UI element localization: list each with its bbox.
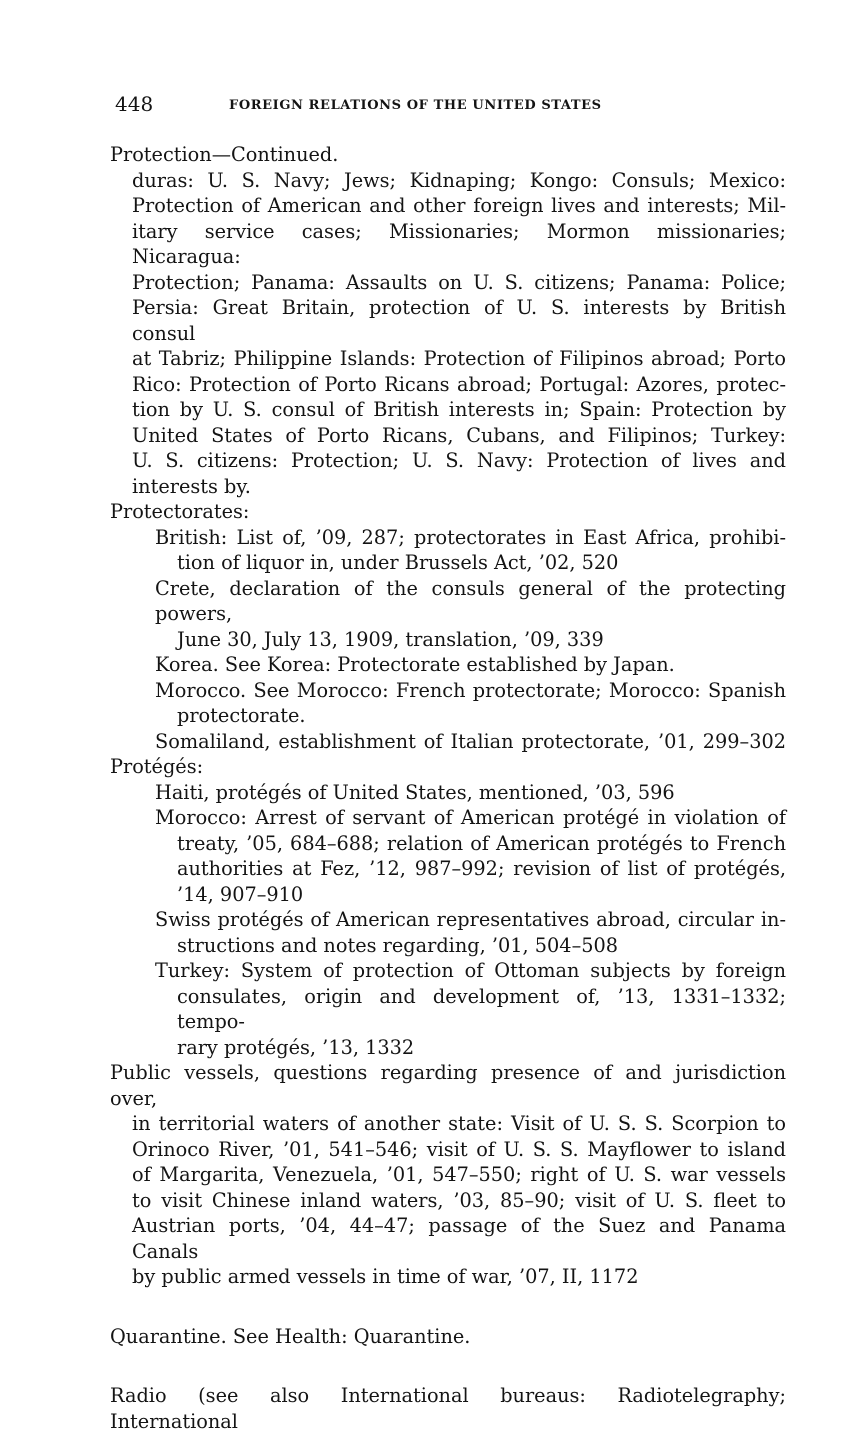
index-line: Rico: Protection of Porto Ricans abroad; Portugal: Azores, protec-	[132, 372, 786, 396]
index-line: Public vessels, questions regarding presence of and jurisdiction over,	[110, 1061, 786, 1110]
index-line: ’14, 907–910	[177, 882, 304, 906]
index-line: Quarantine. See Health: Quarantine.	[110, 1324, 471, 1348]
index-line: protectorate.	[177, 704, 306, 727]
index-line: Radio (see also International bureaus: Radiotelegraphy; International	[110, 1384, 786, 1433]
index-line: U. S. citizens: Protection; U. S. Navy: Protection of lives and	[132, 449, 786, 472]
section-gap	[110, 1290, 786, 1324]
index-line: Swiss protégés of American representatives abroad, circular in-	[155, 908, 786, 931]
section-gap	[110, 1349, 786, 1383]
page-header	[115, 92, 775, 122]
index-line: Turkey: System of protection of Ottoman subjects by foreign	[155, 959, 786, 982]
index-line: Persia: Great Britain, protection of U. S. interests by British consul	[132, 296, 786, 345]
index-line: of Margarita, Venezuela, ’01, 547–550; right of U. S. war vessels	[132, 1163, 786, 1186]
index-line: consulates, origin and development of, ’13, 1331–1332; tempo-	[177, 984, 786, 1033]
index-line: itary service cases; Missionaries; Mormon missionaries; Nicaragua:	[132, 219, 786, 268]
index-line: Protection—Continued.	[110, 143, 339, 166]
index-line: Austrian ports, ’04, 44–47; passage of the Suez and Panama Canals	[132, 1214, 786, 1263]
index-line: tion by U. S. consul of British interests in; Spain: Protection by	[132, 398, 786, 421]
index-line: United States of Porto Ricans, Cubans, and Filipinos; Turkey:	[132, 423, 786, 447]
index-line: Haiti, protégés of United States, mentioned, ’03, 596	[155, 780, 675, 804]
index-line: at Tabriz; Philippine Islands: Protection of Filipinos abroad; Porto	[132, 347, 786, 370]
running-title: FOREIGN RELATIONS OF THE UNITED STATES	[229, 98, 602, 113]
index-line: Somaliland, establishment of Italian protectorate, ’01, 299–302	[155, 729, 786, 753]
index-line: in territorial waters of another state: Visit of U. S. S. Scorpion to	[132, 1112, 786, 1135]
index-line: Orinoco River, ’01, 541–546; visit of U. S. S. Mayflower to island	[132, 1137, 786, 1161]
index-line: Protectorates:	[110, 500, 250, 523]
index-line: tion of liquor in, under Brussels Act, ’02, 520	[177, 551, 619, 574]
page-number: 448	[115, 92, 154, 116]
index-line: to visit Chinese inland waters, ’03, 85–90; visit of U. S. fleet to	[132, 1188, 786, 1212]
index-line: Protégés:	[110, 755, 204, 778]
index-line: rary protégés, ’13, 1332	[177, 1035, 415, 1059]
index-line: Korea. See Korea: Protectorate established by Japan.	[155, 653, 675, 676]
index-line: interests by.	[132, 474, 251, 498]
index-line: Morocco: Arrest of servant of American protégé in violation of	[155, 806, 786, 829]
index-line: authorities at Fez, ’12, 987–992; revision of list of protégés,	[177, 857, 786, 880]
index-body	[110, 142, 786, 1434]
index-line: by public armed vessels in time of war, ’07, II, 1172	[132, 1265, 639, 1288]
index-line: Protection of American and other foreign lives and interests; Mil-	[132, 194, 786, 217]
index-line: British: List of, ’09, 287; protectorates in East Africa, prohibi-	[155, 525, 786, 549]
index-line: Crete, declaration of the consuls general of the protecting powers,	[155, 576, 786, 625]
index-line: duras: U. S. Navy; Jews; Kidnaping; Kongo: Consuls; Mexico:	[132, 168, 786, 192]
index-line: Morocco. See Morocco: French protectorate; Morocco: Spanish	[155, 678, 786, 702]
index-line: Protection; Panama: Assaults on U. S. citizens; Panama: Police;	[132, 270, 786, 294]
index-line: June 30, July 13, 1909, translation, ’09, 339	[177, 627, 604, 651]
index-line: treaty, ’05, 684–688; relation of American protégés to French	[177, 831, 786, 855]
index-line: structions and notes regarding, ’01, 504–508	[177, 933, 619, 957]
